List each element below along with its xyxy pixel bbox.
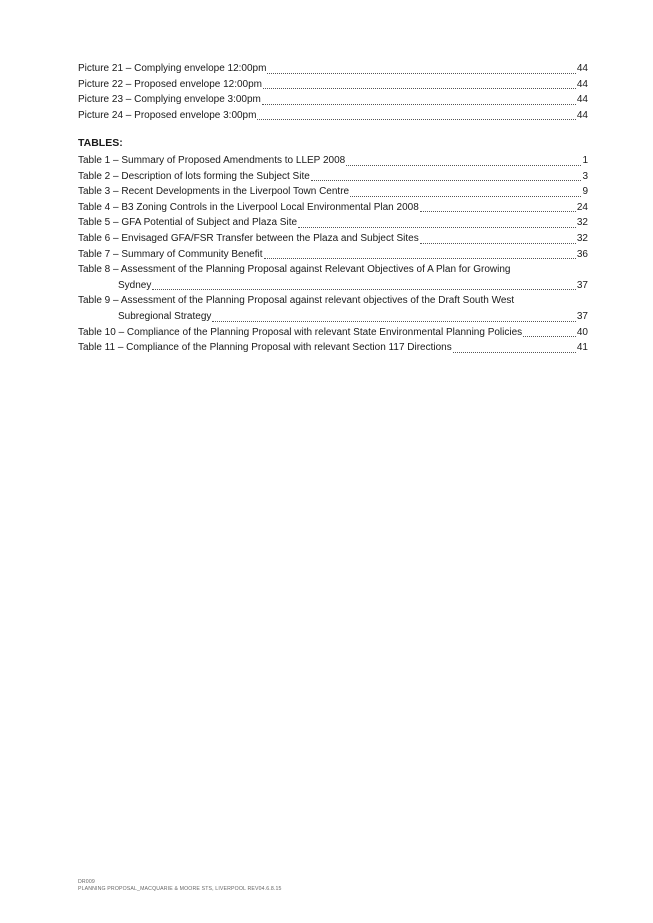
document-filename: PLANNING PROPOSAL_MACQUARIE & MOORE STS, LIVERPOOL REV04.6.8.15	[78, 886, 282, 892]
dot-leader	[267, 64, 575, 74]
toc-entry-table-8[interactable]	[78, 262, 588, 293]
toc-entry-label: Table 1 – Summary of Proposed Amendments to LLEP 2008	[78, 154, 346, 166]
dot-leader	[298, 218, 576, 228]
toc-entry-page: 41	[576, 342, 588, 354]
tables-heading: TABLES:	[78, 137, 123, 150]
toc-entry-label: Table 6 – Envisaged GFA/FSR Transfer between the Plaza and Subject Sites	[78, 232, 419, 244]
dot-leader	[523, 327, 576, 337]
toc-entry-page: 44	[576, 109, 588, 121]
toc-entry-table-9[interactable]	[78, 293, 588, 324]
table-of-contents	[78, 61, 588, 356]
toc-entry-label: Table 7 – Summary of Community Benefit	[78, 248, 263, 260]
toc-entry-page: 40	[576, 326, 588, 338]
dot-leader	[311, 171, 582, 181]
toc-entry-label: Picture 22 – Proposed envelope 12:00pm	[78, 78, 263, 90]
toc-entry-page: 36	[576, 248, 588, 260]
toc-entry-label-cont: Subregional Strategy	[118, 310, 212, 322]
toc-entry-label: Table 10 – Compliance of the Planning Proposal with relevant State Environmental Planning Policies	[78, 326, 523, 338]
toc-entry-page: 32	[576, 217, 588, 229]
dot-leader	[212, 312, 575, 322]
toc-entry-label: Picture 21 – Complying envelope 12:00pm	[78, 63, 267, 74]
toc-entry-picture-24[interactable]	[78, 108, 588, 124]
toc-entry-page: 37	[576, 279, 588, 291]
toc-entry-page: 44	[576, 78, 588, 90]
dot-leader	[264, 249, 576, 259]
dot-leader	[420, 202, 576, 212]
toc-entry-table-6[interactable]	[78, 231, 588, 247]
toc-entry-table-4[interactable]	[78, 200, 588, 216]
toc-entry-label: Table 2 – Description of lots forming the Subject Site	[78, 170, 310, 182]
dot-leader	[420, 234, 576, 244]
tables-list	[78, 153, 588, 356]
toc-entry-page: 37	[576, 310, 588, 322]
toc-entry-label: Table 9 – Assessment of the Planning Proposal against relevant objectives of the Draft South West	[78, 295, 515, 307]
toc-entry-page: 1	[582, 154, 588, 166]
toc-entry-label: Table 3 – Recent Developments in the Liverpool Town Centre	[78, 186, 350, 198]
toc-entry-page: 24	[576, 201, 588, 213]
dot-leader	[263, 79, 576, 89]
toc-entry-label: Table 4 – B3 Zoning Controls in the Liverpool Local Environmental Plan 2008	[78, 201, 419, 213]
toc-entry-table-1[interactable]	[78, 153, 588, 169]
toc-entry-table-3[interactable]	[78, 184, 588, 200]
toc-entry-label-cont: Sydney	[118, 279, 152, 291]
toc-entry-label: Table 5 – GFA Potential of Subject and Plaza Site	[78, 217, 298, 229]
toc-entry-continuation	[78, 278, 588, 294]
toc-entry-label: Picture 23 – Complying envelope 3:00pm	[78, 94, 261, 106]
dot-leader	[257, 110, 575, 120]
toc-entry-table-2[interactable]	[78, 169, 588, 185]
dot-leader	[346, 156, 581, 166]
dot-leader	[453, 343, 576, 353]
toc-entry-page: 32	[576, 232, 588, 244]
toc-entry-table-11[interactable]	[78, 340, 588, 356]
toc-entry-continuation	[78, 309, 588, 325]
dot-leader	[262, 95, 576, 105]
toc-entry-picture-21[interactable]	[78, 61, 588, 77]
pictures-list	[78, 61, 588, 123]
toc-entry-page: 44	[576, 63, 588, 74]
toc-entry-label: Picture 24 – Proposed envelope 3:00pm	[78, 109, 257, 121]
document-code: DR009	[78, 879, 95, 885]
toc-entry-table-5[interactable]	[78, 215, 588, 231]
toc-entry-page: 3	[582, 170, 588, 182]
dot-leader	[350, 187, 581, 197]
toc-entry-page: 44	[576, 94, 588, 106]
toc-entry-page: 9	[582, 186, 588, 198]
toc-entry-label: Table 8 – Assessment of the Planning Proposal against Relevant Objectives of A Plan for Growing	[78, 264, 511, 276]
page-footer	[78, 879, 282, 893]
dot-leader	[152, 280, 576, 290]
toc-entry-picture-23[interactable]	[78, 92, 588, 108]
toc-entry-table-10[interactable]	[78, 325, 588, 341]
toc-entry-table-7[interactable]	[78, 247, 588, 263]
toc-entry-picture-22[interactable]	[78, 77, 588, 93]
toc-entry-label: Table 11 – Compliance of the Planning Proposal with relevant Section 117 Directions	[78, 342, 452, 354]
